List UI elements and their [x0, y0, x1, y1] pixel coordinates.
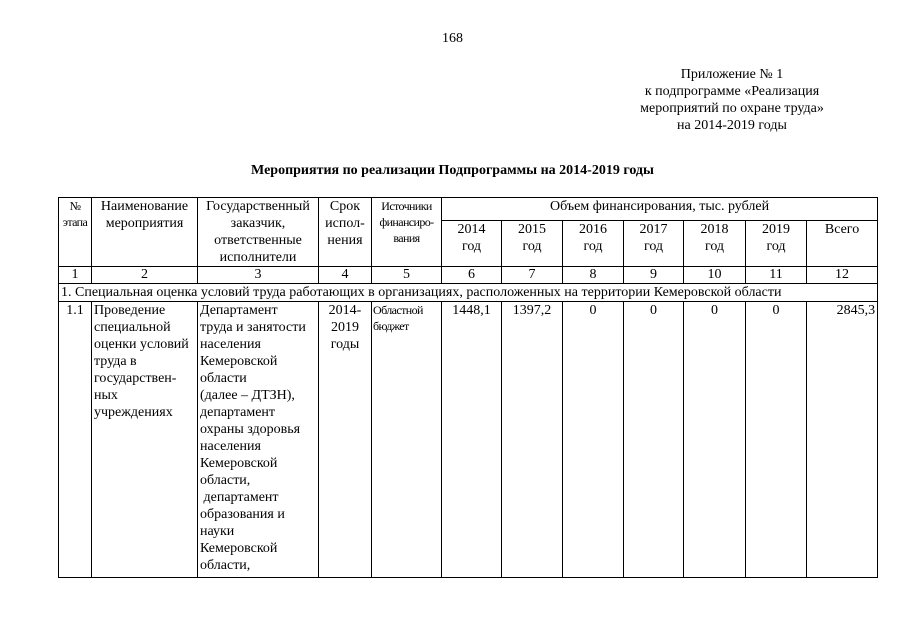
header-customer — [198, 198, 319, 267]
column-number: 1 — [59, 267, 92, 284]
header-text: этапа — [62, 215, 88, 229]
page-number: 168 — [442, 31, 463, 46]
header-text: 2014 — [457, 222, 486, 238]
column-number: 7 — [502, 267, 563, 284]
cell-text: Кемеровской — [200, 541, 278, 556]
appendix-line: на 2014-2019 годы — [677, 118, 787, 133]
column-number: 11 — [746, 267, 807, 284]
header-funding-group: Объем финансирования, тыс. рублей — [442, 198, 878, 221]
header-year-2018 — [684, 221, 746, 267]
cell-text: годы — [330, 337, 360, 352]
header-text: год — [704, 239, 725, 255]
header-text: Наименование — [100, 199, 189, 214]
cell-text: Департамент — [200, 303, 278, 318]
cell-text: труда и занятости — [200, 320, 306, 335]
cell-text: области, — [200, 558, 251, 573]
header-text: 2018 — [700, 222, 729, 238]
cell-text: области — [200, 371, 247, 386]
header-text: заказчик, — [230, 216, 286, 231]
header-text: ответственные — [214, 233, 302, 248]
header-text: 2016 — [579, 222, 607, 238]
header-text: Срок — [329, 199, 361, 214]
cell-text: учреждениях — [94, 405, 173, 420]
cell-text: Кемеровской — [200, 456, 278, 471]
appendix-line: мероприятий по охране труда» — [640, 101, 824, 116]
header-total: Всего — [807, 221, 878, 267]
cell-text: Проведение — [94, 303, 166, 318]
cell-total: 2845,3 — [807, 302, 878, 578]
cell-sources — [372, 302, 442, 578]
cell-value-2016: 0 — [563, 302, 624, 578]
header-sources — [372, 198, 442, 267]
cell-value-2015: 1397,2 — [502, 302, 563, 578]
cell-text: охраны здоровья — [200, 422, 301, 437]
header-year-2016 — [563, 221, 624, 267]
cell-text: науки — [200, 524, 235, 539]
header-text: год — [522, 239, 542, 255]
cell-text: бюджет — [373, 319, 409, 333]
cell-stage: 1.1 — [59, 302, 92, 578]
header-year-2014 — [442, 221, 502, 267]
header-text: финансиро- — [379, 215, 434, 229]
cell-text: оценки условий — [94, 337, 189, 352]
table-row — [59, 302, 878, 578]
header-stage-no — [59, 198, 92, 267]
column-number: 5 — [372, 267, 442, 284]
header-text: Государственный — [206, 199, 310, 214]
cell-text: образования и — [200, 507, 285, 522]
column-number: 9 — [624, 267, 684, 284]
header-text: год — [766, 239, 786, 255]
cell-text: 2019 — [331, 320, 359, 335]
cell-value-2018: 0 — [684, 302, 746, 578]
appendix-line: к подпрограмме «Реализация — [644, 84, 820, 99]
cell-customer — [198, 302, 319, 578]
cell-value-2017: 0 — [624, 302, 684, 578]
cell-text: Областной — [373, 303, 423, 317]
section-title: 1. Специальная оценка условий труда работающих в организациях, расположенных на территории Кемеровской области — [59, 284, 878, 302]
header-text: мероприятия — [105, 216, 184, 231]
header-term — [319, 198, 372, 267]
measures-table — [58, 197, 878, 578]
column-number: 3 — [198, 267, 319, 284]
column-number: 6 — [442, 267, 502, 284]
header-year-2015 — [502, 221, 563, 267]
header-text: нения — [327, 233, 363, 248]
header-text: Источники — [381, 199, 432, 213]
cell-text: ных — [94, 388, 118, 403]
header-text: № — [69, 199, 81, 213]
header-text: испол- — [325, 216, 365, 231]
cell-event-name — [92, 302, 198, 578]
cell-text: специальной — [94, 320, 171, 335]
header-text: 2017 — [639, 222, 668, 238]
column-number: 2 — [92, 267, 198, 284]
header-text: 2019 — [762, 222, 790, 238]
cell-text: (далее – ДТЗН), — [200, 388, 295, 403]
header-text: год — [461, 239, 482, 255]
cell-text: департамент — [200, 490, 279, 505]
cell-text: 2014- — [328, 303, 362, 318]
cell-value-2014: 1448,1 — [442, 302, 502, 578]
cell-value-2019: 0 — [746, 302, 807, 578]
column-number: 10 — [684, 267, 746, 284]
column-number: 8 — [563, 267, 624, 284]
column-number: 4 — [319, 267, 372, 284]
cell-text: Кемеровской — [200, 354, 278, 369]
header-text: год — [583, 239, 603, 255]
header-row-1 — [59, 198, 878, 221]
cell-text: государствен- — [94, 371, 177, 386]
header-year-2017 — [624, 221, 684, 267]
column-number-row — [59, 267, 878, 284]
cell-text: департамент — [200, 405, 276, 420]
header-text: год — [643, 239, 664, 255]
appendix-note — [600, 66, 864, 134]
column-number: 12 — [807, 267, 878, 284]
cell-term — [319, 302, 372, 578]
header-text: 2015 — [518, 222, 546, 238]
section-row — [59, 284, 878, 302]
header-text: вания — [393, 231, 420, 245]
header-text: исполнители — [219, 250, 297, 265]
header-event-name — [92, 198, 198, 267]
cell-text: труда в — [94, 354, 137, 369]
document-title: Мероприятия по реализации Подпрограммы на 2014-2019 годы — [251, 163, 654, 178]
cell-text: населения — [200, 439, 261, 454]
cell-text: области, — [200, 473, 251, 488]
header-year-2019 — [746, 221, 807, 267]
appendix-line: Приложение № 1 — [680, 67, 784, 82]
cell-text: населения — [200, 337, 261, 352]
